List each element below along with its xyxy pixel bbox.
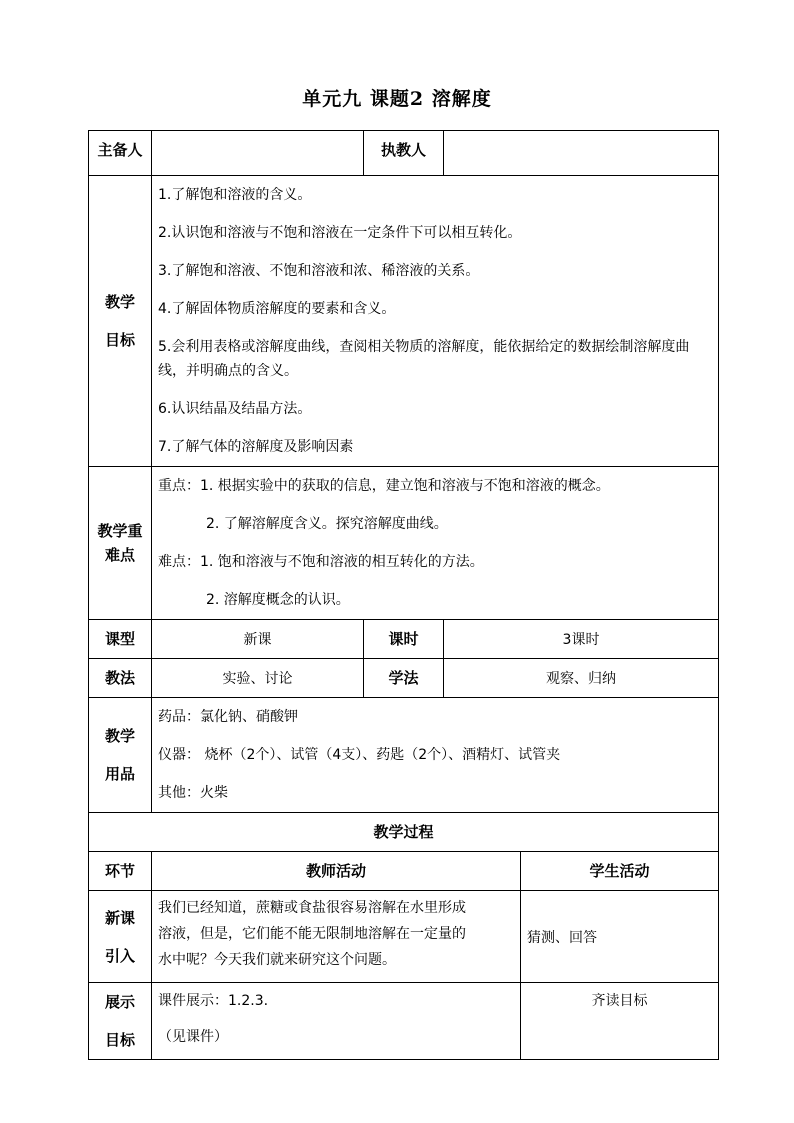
prep-label: 主备人 — [89, 131, 152, 176]
process-title: 教学过程 — [89, 813, 719, 852]
column-header-student: 学生活动 — [521, 852, 719, 891]
supply-item: 仪器： 烧杯（2个）、试管（4支）、药匙（2个）、酒精灯、试管夹 — [158, 747, 561, 763]
student-activity: 猜测、回答 — [521, 891, 719, 983]
learning-method-value: 观察、归纳 — [444, 659, 719, 698]
page-title: 单元九 课题2 溶解度 — [302, 88, 492, 110]
keypoints-label-line2: 难点 — [104, 546, 135, 564]
stage-label-line2: 引入 — [104, 946, 135, 965]
keypoints-content — [152, 467, 719, 620]
keypoint-item: 2. 了解溶解度含义。探究溶解度曲线。 — [206, 516, 448, 532]
process-title-row — [89, 813, 719, 852]
teacher-label: 执教人 — [364, 131, 444, 176]
hours-value: 3课时 — [444, 620, 719, 659]
table-row — [89, 983, 719, 1060]
goal-item: 7.了解气体的溶解度及影响因素 — [158, 439, 354, 455]
hours-label: 课时 — [364, 620, 444, 659]
teacher-value — [444, 131, 719, 176]
column-header-teacher: 教师活动 — [152, 852, 521, 891]
teacher-activity-line: 我们已经知道，蔗糖或食盐很容易溶解在水里形成 — [158, 900, 466, 916]
stage-label — [89, 983, 152, 1060]
supplies-label-line1: 教学 — [104, 727, 135, 745]
goals-row — [89, 176, 719, 467]
keypoints-label-line1: 教学重 — [97, 522, 143, 540]
supply-item: 其他：火柴 — [158, 785, 228, 801]
teacher-activity — [152, 983, 521, 1060]
teaching-method-value: 实验、讨论 — [152, 659, 364, 698]
lesson-plan-table — [88, 130, 719, 1060]
goal-item: 3.了解饱和溶液、不饱和溶液和浓、稀溶液的关系。 — [158, 263, 480, 279]
goal-item: 6.认识结晶及结晶方法。 — [158, 401, 312, 417]
prep-row — [89, 131, 719, 176]
keypoints-label — [89, 467, 152, 620]
keypoint-item: 难点：1. 饱和溶液与不饱和溶液的相互转化的方法。 — [158, 554, 484, 570]
teacher-activity — [152, 891, 521, 983]
column-header-stage: 环节 — [89, 852, 152, 891]
stage-label-line1: 新课 — [104, 908, 135, 927]
goals-label — [89, 176, 152, 467]
keypoint-item: 重点：1. 根据实验中的获取的信息，建立饱和溶液与不饱和溶液的概念。 — [158, 478, 610, 494]
type-label: 课型 — [89, 620, 152, 659]
goal-item: 5.会利用表格或溶解度曲线，查阅相关物质的溶解度，能依据给定的数据绘制溶解度曲线，并明确点的含义。 — [158, 339, 690, 379]
supplies-label-line2: 用品 — [104, 765, 135, 783]
type-row — [89, 620, 719, 659]
goals-label-line1: 教学 — [104, 293, 135, 311]
teacher-activity-line: 水中呢？今天我们就来研究这个问题。 — [158, 952, 396, 968]
keypoints-row — [89, 467, 719, 620]
goals-label-line2: 目标 — [104, 331, 135, 349]
student-activity: 齐读目标 — [521, 983, 719, 1060]
keypoint-item: 2. 溶解度概念的认识。 — [206, 592, 350, 608]
teacher-activity-line: （见课件） — [158, 1029, 228, 1045]
supplies-row — [89, 698, 719, 813]
teaching-method-label: 教法 — [89, 659, 152, 698]
stage-label-line1: 展示 — [104, 993, 135, 1011]
prep-value — [152, 131, 364, 176]
learning-method-label: 学法 — [364, 659, 444, 698]
type-value: 新课 — [152, 620, 364, 659]
process-header-row — [89, 852, 719, 891]
goal-item: 1.了解饱和溶液的含义。 — [158, 187, 312, 203]
table-row — [89, 891, 719, 983]
supply-item: 药品：氯化钠、硝酸钾 — [158, 709, 298, 725]
teacher-activity-line: 课件展示：1.2.3. — [158, 993, 269, 1009]
goal-item: 4.了解固体物质溶解度的要素和含义。 — [158, 301, 396, 317]
method-row — [89, 659, 719, 698]
supplies-content — [152, 698, 719, 813]
goal-item: 2.认识饱和溶液与不饱和溶液在一定条件下可以相互转化。 — [158, 225, 522, 241]
stage-label-line2: 目标 — [104, 1031, 135, 1049]
supplies-label — [89, 698, 152, 813]
teacher-activity-line: 溶液，但是，它们能不能无限制地溶解在一定量的 — [158, 926, 466, 942]
goals-content — [152, 176, 719, 467]
stage-label — [89, 891, 152, 983]
